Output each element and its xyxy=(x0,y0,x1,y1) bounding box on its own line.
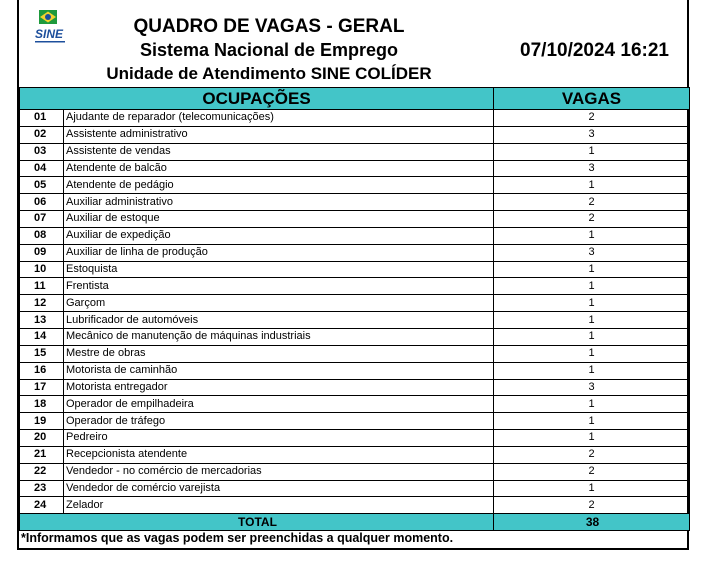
occupation-cell: Ajudante de reparador (telecomunicações) xyxy=(64,110,494,127)
table-row xyxy=(20,396,690,413)
vacancy-count: 3 xyxy=(494,379,690,396)
row-number: 03 xyxy=(20,143,64,160)
vacancy-count: 1 xyxy=(494,430,690,447)
vacancy-count: 1 xyxy=(494,295,690,312)
table-row xyxy=(20,177,690,194)
row-number: 01 xyxy=(20,110,64,127)
occupation-cell: Atendente de balcão xyxy=(64,160,494,177)
row-number: 06 xyxy=(20,194,64,211)
occupation-cell: Auxiliar de expedição xyxy=(64,227,494,244)
vacancy-count: 2 xyxy=(494,497,690,514)
vacancy-count: 1 xyxy=(494,312,690,329)
table-row xyxy=(20,446,690,463)
row-number: 13 xyxy=(20,312,64,329)
occupation-cell: Operador de empilhadeira xyxy=(64,396,494,413)
table-row xyxy=(20,295,690,312)
document-header xyxy=(19,0,687,87)
row-number: 07 xyxy=(20,211,64,228)
vacancy-count: 2 xyxy=(494,194,690,211)
row-number: 19 xyxy=(20,413,64,430)
table-row xyxy=(20,379,690,396)
row-number: 12 xyxy=(20,295,64,312)
vacancy-count: 2 xyxy=(494,463,690,480)
table-row xyxy=(20,328,690,345)
row-number: 05 xyxy=(20,177,64,194)
vacancy-count: 1 xyxy=(494,278,690,295)
occupation-cell: Auxiliar administrativo xyxy=(64,194,494,211)
vacancy-count: 1 xyxy=(494,362,690,379)
table-row xyxy=(20,413,690,430)
row-number: 16 xyxy=(20,362,64,379)
vacancy-count: 1 xyxy=(494,345,690,362)
footnote: *Informamos que as vagas podem ser preenchidas a qualquer momento. xyxy=(21,531,454,545)
table-row xyxy=(20,160,690,177)
occupation-cell: Zelador xyxy=(64,497,494,514)
page-subtitle: Sistema Nacional de Emprego xyxy=(139,40,399,60)
occupation-cell: Vendedor - no comércio de mercadorias xyxy=(64,463,494,480)
table-row xyxy=(20,312,690,329)
occupation-cell: Operador de tráfego xyxy=(64,413,494,430)
occupation-cell: Frentista xyxy=(64,278,494,295)
table-header-row xyxy=(20,88,690,110)
unit-name: Unidade de Atendimento SINE COLÍDER xyxy=(106,64,432,83)
occupation-cell: Auxiliar de estoque xyxy=(64,211,494,228)
row-number: 18 xyxy=(20,396,64,413)
table-row xyxy=(20,261,690,278)
vacancy-table xyxy=(19,87,690,531)
row-number: 21 xyxy=(20,446,64,463)
table-row xyxy=(20,430,690,447)
vacancy-count: 1 xyxy=(494,261,690,278)
total-label: TOTAL xyxy=(20,514,494,531)
report-datetime: 07/10/2024 16:21 xyxy=(520,40,669,61)
vacancy-count: 1 xyxy=(494,143,690,160)
vacancy-count: 1 xyxy=(494,177,690,194)
vacancy-count: 2 xyxy=(494,446,690,463)
table-row xyxy=(20,497,690,514)
table-row xyxy=(20,345,690,362)
vacancy-count: 3 xyxy=(494,126,690,143)
table-row xyxy=(20,463,690,480)
table-row xyxy=(20,244,690,261)
sine-logo xyxy=(31,8,71,48)
vacancy-count: 1 xyxy=(494,227,690,244)
occupation-cell: Auxiliar de linha de produção xyxy=(64,244,494,261)
logo-text: SINE xyxy=(35,27,64,41)
table-row xyxy=(20,278,690,295)
col-header-vacancies: VAGAS xyxy=(494,88,690,110)
table-row xyxy=(20,110,690,127)
vacancy-count: 3 xyxy=(494,160,690,177)
row-number: 08 xyxy=(20,227,64,244)
table-row xyxy=(20,126,690,143)
table-row xyxy=(20,211,690,228)
table-row xyxy=(20,194,690,211)
occupation-cell: Pedreiro xyxy=(64,430,494,447)
col-header-occupations: OCUPAÇÕES xyxy=(20,88,494,110)
occupation-cell: Atendente de pedágio xyxy=(64,177,494,194)
vacancy-count: 1 xyxy=(494,413,690,430)
occupation-cell: Vendedor de comércio varejista xyxy=(64,480,494,497)
vacancy-count: 2 xyxy=(494,110,690,127)
row-number: 02 xyxy=(20,126,64,143)
row-number: 09 xyxy=(20,244,64,261)
occupation-cell: Lubrificador de automóveis xyxy=(64,312,494,329)
occupation-cell: Assistente de vendas xyxy=(64,143,494,160)
occupation-cell: Motorista entregador xyxy=(64,379,494,396)
row-number: 20 xyxy=(20,430,64,447)
row-number: 11 xyxy=(20,278,64,295)
total-value: 38 xyxy=(494,514,690,531)
vacancy-count: 2 xyxy=(494,211,690,228)
table-row xyxy=(20,227,690,244)
vacancy-count: 3 xyxy=(494,244,690,261)
occupation-cell: Assistente administrativo xyxy=(64,126,494,143)
row-number: 22 xyxy=(20,463,64,480)
occupation-cell: Garçom xyxy=(64,295,494,312)
vacancy-sheet xyxy=(17,0,689,550)
row-number: 14 xyxy=(20,328,64,345)
row-number: 15 xyxy=(20,345,64,362)
occupation-cell: Mecânico de manutenção de máquinas industriais xyxy=(64,328,494,345)
table-row xyxy=(20,480,690,497)
total-row xyxy=(20,514,690,531)
row-number: 10 xyxy=(20,261,64,278)
occupation-cell: Estoquista xyxy=(64,261,494,278)
occupation-cell: Mestre de obras xyxy=(64,345,494,362)
occupation-cell: Recepcionista atendente xyxy=(64,446,494,463)
page-title: QUADRO DE VAGAS - GERAL xyxy=(133,16,405,37)
row-number: 04 xyxy=(20,160,64,177)
row-number: 17 xyxy=(20,379,64,396)
table-row xyxy=(20,143,690,160)
vacancy-count: 1 xyxy=(494,328,690,345)
vacancy-count: 1 xyxy=(494,396,690,413)
table-row xyxy=(20,362,690,379)
row-number: 23 xyxy=(20,480,64,497)
vacancy-count: 1 xyxy=(494,480,690,497)
occupation-cell: Motorista de caminhão xyxy=(64,362,494,379)
row-number: 24 xyxy=(20,497,64,514)
